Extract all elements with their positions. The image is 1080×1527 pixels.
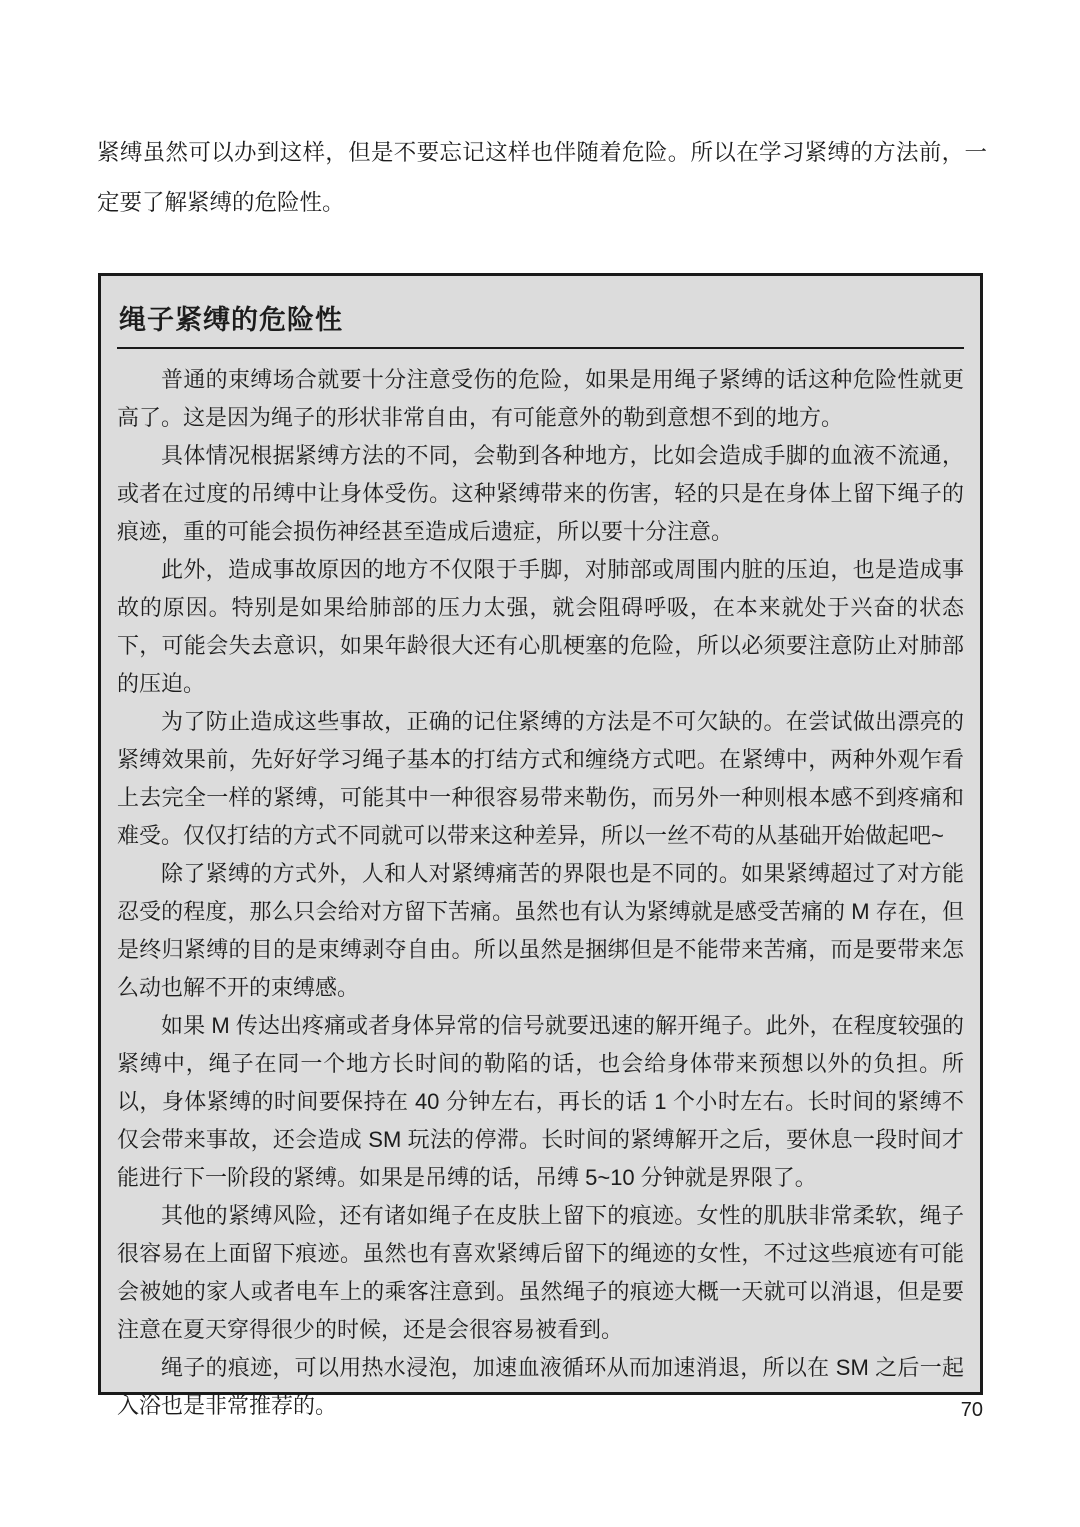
box-paragraph-7: 其他的紧缚风险，还有诸如绳子在皮肤上留下的痕迹。女性的肌肤非常柔软，绳子很容易在上面留下痕迹。虽然也有喜欢紧缚后留下的绳迹的女性，不过这些痕迹有可能会被她的家人或者电车上的乘客注意到。虽然绳子的痕迹大概一天就可以消退，但是要注意在夏天穿得很少的时候，还是会很容易被看到。	[117, 1203, 964, 1342]
box-paragraph-6: 如果 M 传达出疼痛或者身体异常的信号就要迅速的解开绳子。此外，在程度较强的紧缚中，绳子在同一个地方长时间的勒陷的话，也会给身体带来预想以外的负担。所以，身体紧缚的时间要保持在 40 分钟左右，再长的话 1 个小时左右。长时间的紧缚不仅会带来事故，还会造成 SM 玩法的停滞。长时间的紧缚解开之后，要休息一段时间才能进行下一阶段的紧缚。如果是吊缚的话，吊缚 5~10 分钟就是界限了。	[117, 1013, 964, 1190]
box-paragraph-8: 绳子的痕迹，可以用热水浸泡，加速血液循环从而加速消退，所以在 SM 之后一起入浴也是非常推荐的。	[117, 1355, 964, 1418]
box-body	[117, 361, 964, 1425]
intro-paragraph: 紧缚虽然可以办到这样，但是不要忘记这样也伴随着危险。所以在学习紧缚的方法前，一定要了解紧缚的危险性。	[97, 140, 987, 215]
page-number: 70	[960, 1399, 983, 1421]
box-title: 绳子紧缚的危险性	[119, 305, 343, 335]
box-paragraph-1: 普通的束缚场合就要十分注意受伤的危险，如果是用绳子紧缚的话这种危险性就更高了。这是因为绳子的形状非常自由，有可能意外的勒到意想不到的地方。	[117, 367, 964, 430]
title-divider	[117, 347, 964, 349]
box-paragraph-5: 除了紧缚的方式外，人和人对紧缚痛苦的界限也是不同的。如果紧缚超过了对方能忍受的程度，那么只会给对方留下苦痛。虽然也有认为紧缚就是感受苦痛的 M 存在，但是终归紧缚的目的是束缚剥夺自由。所以虽然是捆绑但是不能带来苦痛，而是要带来怎么动也解不开的束缚感。	[117, 861, 964, 1000]
box-paragraph-2: 具体情况根据紧缚方法的不同，会勒到各种地方，比如会造成手脚的血液不流通，或者在过度的吊缚中让身体受伤。这种紧缚带来的伤害，轻的只是在身体上留下绳子的痕迹，重的可能会损伤神经甚至造成后遗症，所以要十分注意。	[117, 443, 964, 544]
box-paragraph-3: 此外，造成事故原因的地方不仅限于手脚，对肺部或周围内脏的压迫，也是造成事故的原因。特别是如果给肺部的压力太强，就会阻碍呼吸，在本来就处于兴奋的状态下，可能会失去意识，如果年龄很大还有心肌梗塞的危险，所以必须要注意防止对肺部的压迫。	[117, 557, 964, 696]
box-paragraph-4: 为了防止造成这些事故，正确的记住紧缚的方法是不可欠缺的。在尝试做出漂亮的紧缚效果前，先好好学习绳子基本的打结方式和缠绕方式吧。在紧缚中，两种外观乍看上去完全一样的紧缚，可能其中一种很容易带来勒伤，而另外一种则根本感不到疼痛和难受。仅仅打结的方式不同就可以带来这种差异，所以一丝不苟的从基础开始做起吧~	[117, 709, 964, 848]
